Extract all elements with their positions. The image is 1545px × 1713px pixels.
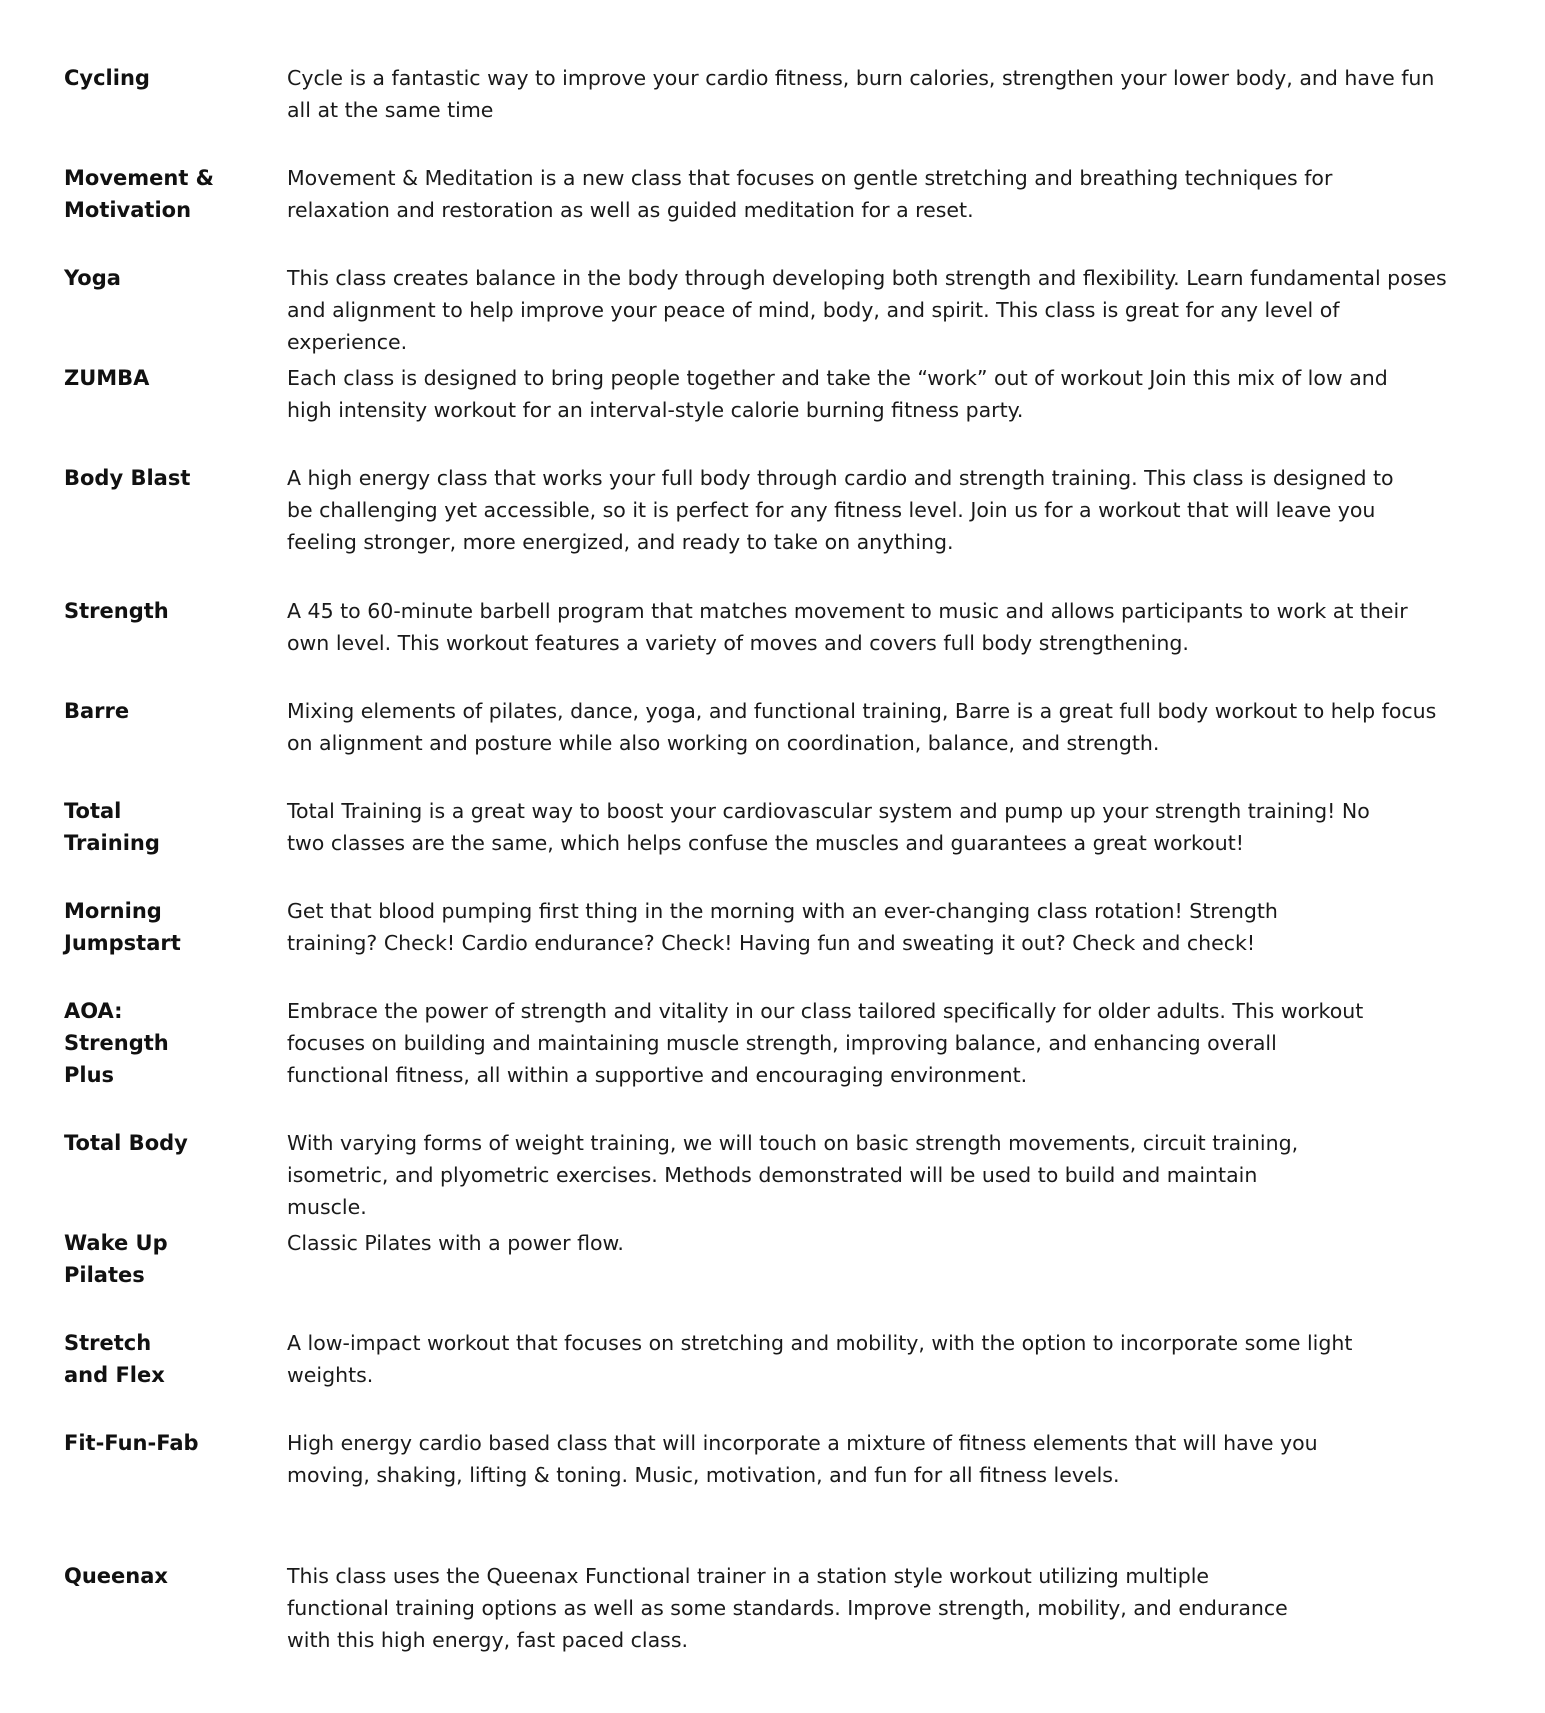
class-description: Each class is designed to bring people together and take the “work” out of workout Join this mix of low and high intensity workout for an interval-style calorie burning fitness party. <box>287 366 1388 422</box>
class-description: Get that blood pumping first thing in the morning with an ever-changing class rotation! Strength training? Check! Cardio endurance? Check! Having fun and sweating it out? Check and check! <box>287 899 1278 955</box>
class-name: ZUMBA <box>64 366 150 390</box>
class-name: Wake Up Pilates <box>64 1231 168 1287</box>
class-description: Movement & Meditation is a new class that focuses on gentle stretching and breathing techniques for relaxation and restoration as well as guided meditation for a reset. <box>287 166 1333 222</box>
class-row-aoa-strength-plus <box>64 995 1454 1091</box>
class-row-yoga <box>64 262 1454 358</box>
class-row-zumba <box>64 362 1454 426</box>
class-description: This class uses the Queenax Functional trainer in a station style workout utilizing multiple functional training options as well as some standards. Improve strength, mobility, and endurance with this high energy, fast paced class. <box>287 1564 1288 1652</box>
class-description: Mixing elements of pilates, dance, yoga, and functional training, Barre is a great full body workout to help focus on alignment and posture while also working on coordination, balance, and strength. <box>287 699 1437 755</box>
class-name: Queenax <box>64 1564 168 1588</box>
class-name: Barre <box>64 699 130 723</box>
class-name: Strength <box>64 599 169 623</box>
class-row-movement-motivation <box>64 162 1454 226</box>
class-row-strength <box>64 595 1454 659</box>
class-name: AOA: Strength Plus <box>64 999 169 1087</box>
class-description: Cycle is a fantastic way to improve your cardio fitness, burn calories, strengthen your lower body, and have fun all at the same time <box>287 66 1435 122</box>
class-name: Yoga <box>64 266 121 290</box>
class-name: Stretch and Flex <box>64 1331 165 1387</box>
class-name: Morning Jumpstart <box>64 899 181 955</box>
class-name: Total Body <box>64 1131 188 1155</box>
class-name: Total Training <box>64 799 160 855</box>
class-name: Cycling <box>64 66 150 90</box>
class-row-total-body <box>64 1127 1454 1223</box>
class-description: A 45 to 60-minute barbell program that matches movement to music and allows participants to work at their own level. This workout features a variety of moves and covers full body strengthening. <box>287 599 1408 655</box>
class-description: A low-impact workout that focuses on stretching and mobility, with the option to incorporate some light weights. <box>287 1331 1353 1387</box>
class-name: Fit-Fun-Fab <box>64 1431 199 1455</box>
class-description: This class creates balance in the body through developing both strength and flexibility. Learn fundamental poses and alignment to help improve your peace of mind, body, and spirit. This class is great for any level of experience. <box>287 266 1447 354</box>
class-description: Embrace the power of strength and vitality in our class tailored specifically for older adults. This workout focuses on building and maintaining muscle strength, improving balance, and enhancing overall functional fitness, all within a supportive and encouraging environment. <box>287 999 1364 1087</box>
class-description: Total Training is a great way to boost your cardiovascular system and pump up your strength training! No two classes are the same, which helps confuse the muscles and guarantees a great workout! <box>287 799 1370 855</box>
class-name: Body Blast <box>64 466 191 490</box>
class-row-queenax <box>64 1560 1454 1656</box>
class-row-total-training <box>64 795 1454 859</box>
class-description: Classic Pilates with a power flow. <box>287 1231 624 1255</box>
class-row-cycling <box>64 62 1454 126</box>
class-description: A high energy class that works your full body through cardio and strength training. This class is designed to be challenging yet accessible, so it is perfect for any fitness level. Join us for a workout that will leave you feeling stronger, more energized, and ready to take on anything. <box>287 466 1394 554</box>
class-row-body-blast <box>64 462 1454 558</box>
class-row-stretch-and-flex <box>64 1327 1454 1391</box>
class-row-wake-up-pilates <box>64 1227 1454 1291</box>
class-description: High energy cardio based class that will incorporate a mixture of fitness elements that will have you moving, shaking, lifting & toning. Music, motivation, and fun for all fitness levels. <box>287 1431 1318 1487</box>
class-row-barre <box>64 695 1454 759</box>
class-row-morning-jumpstart <box>64 895 1454 959</box>
class-name: Movement & Motivation <box>64 166 214 222</box>
class-description: With varying forms of weight training, we will touch on basic strength movements, circuit training, isometric, and plyometric exercises. Methods demonstrated will be used to build and maintain muscle. <box>287 1131 1299 1219</box>
class-row-fit-fun-fab <box>64 1427 1454 1491</box>
